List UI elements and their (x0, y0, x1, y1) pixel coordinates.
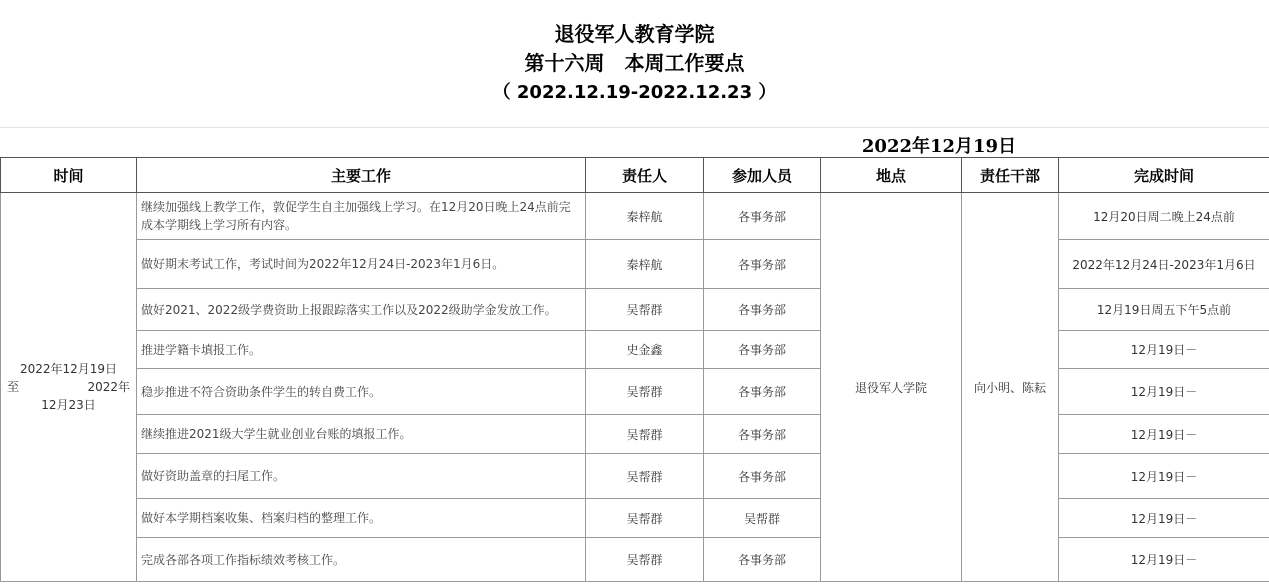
time-span-cell (1, 193, 137, 582)
owner-cell: 吴帮群 (586, 415, 704, 454)
column-header-cadre: 责任干部 (962, 158, 1059, 193)
participants-cell: 各事务部 (704, 331, 821, 369)
participants-cell: 各事务部 (704, 193, 821, 240)
date-range: （ 2022.12.19-2022.12.23 ） (492, 82, 777, 103)
owner-cell: 吴帮群 (586, 289, 704, 331)
header-row (1, 158, 1269, 193)
document-header (0, 20, 1269, 107)
column-header-deadline: 完成时间 (1059, 158, 1269, 193)
task-cell: 做好期末考试工作，考试时间为2022年12月24日-2023年1月6日。 (137, 240, 586, 289)
participants-cell: 各事务部 (704, 240, 821, 289)
sheet-gridline (0, 127, 1269, 128)
column-header-task: 主要工作 (137, 158, 586, 193)
participants-cell: 各事务部 (704, 454, 821, 499)
task-cell: 完成各部各项工作指标绩效考核工作。 (137, 538, 586, 582)
deadline-cell: 12月20日周二晚上24点前 (1059, 193, 1269, 240)
table-row (1, 289, 1269, 331)
table-row (1, 369, 1269, 415)
column-header-owner: 责任人 (586, 158, 704, 193)
participants-cell: 各事务部 (704, 289, 821, 331)
table-row (1, 499, 1269, 538)
table-row (1, 331, 1269, 369)
column-header-time: 时间 (1, 158, 137, 193)
deadline-cell: 12月19日－ (1059, 499, 1269, 538)
work-plan-table (0, 157, 1269, 582)
deadline-cell: 12月19日－ (1059, 538, 1269, 582)
deadline-cell: 2022年12月24日-2023年1月6日 (1059, 240, 1269, 289)
time-span-end: 12月23日 (41, 398, 96, 412)
date-heading: 2022年12月19日 (861, 136, 1017, 157)
participants-cell: 吴帮群 (704, 499, 821, 538)
participants-cell: 各事务部 (704, 538, 821, 582)
table-row (1, 538, 1269, 582)
deadline-cell: 12月19日－ (1059, 369, 1269, 415)
owner-cell: 史金鑫 (586, 331, 704, 369)
participants-cell: 各事务部 (704, 369, 821, 415)
table-row (1, 454, 1269, 499)
cadre-cell: 向小明、陈耘 (962, 193, 1059, 582)
task-cell: 做好资助盖章的扫尾工作。 (137, 454, 586, 499)
owner-cell: 吴帮群 (586, 454, 704, 499)
column-header-participants: 参加人员 (704, 158, 821, 193)
task-cell: 继续加强线上教学工作，敦促学生自主加强线上学习。在12月20日晚上24点前完成本学期线上学习所有内容。 (137, 193, 586, 240)
task-cell: 推进学籍卡填报工作。 (137, 331, 586, 369)
participants-cell: 各事务部 (704, 415, 821, 454)
time-span-middle (5, 378, 132, 396)
task-cell: 稳步推进不符合资助条件学生的转自费工作。 (137, 369, 586, 415)
task-cell: 做好2021、2022级学费资助上报跟踪落实工作以及2022级助学金发放工作。 (137, 289, 586, 331)
deadline-cell: 12月19日－ (1059, 415, 1269, 454)
owner-cell: 吴帮群 (586, 538, 704, 582)
time-span-start: 2022年12月19日 (19, 362, 118, 376)
table-row (1, 240, 1269, 289)
task-cell: 做好本学期档案收集、档案归档的整理工作。 (137, 499, 586, 538)
owner-cell: 秦梓航 (586, 193, 704, 240)
org-title: 退役军人教育学院 (554, 22, 715, 46)
table-row (1, 193, 1269, 240)
deadline-cell: 12月19日周五下午5点前 (1059, 289, 1269, 331)
task-cell: 继续推进2021级大学生就业创业台账的填报工作。 (137, 415, 586, 454)
deadline-cell: 12月19日－ (1059, 454, 1269, 499)
time-span-to: 至 (7, 380, 20, 394)
week-title: 第十六周 本周工作要点 (524, 51, 745, 75)
table-row (1, 415, 1269, 454)
owner-cell: 吴帮群 (586, 369, 704, 415)
deadline-cell: 12月19日－ (1059, 331, 1269, 369)
column-header-location: 地点 (821, 158, 962, 193)
time-span-end-year: 2022年 (87, 380, 130, 394)
owner-cell: 吴帮群 (586, 499, 704, 538)
owner-cell: 秦梓航 (586, 240, 704, 289)
location-cell: 退役军人学院 (821, 193, 962, 582)
